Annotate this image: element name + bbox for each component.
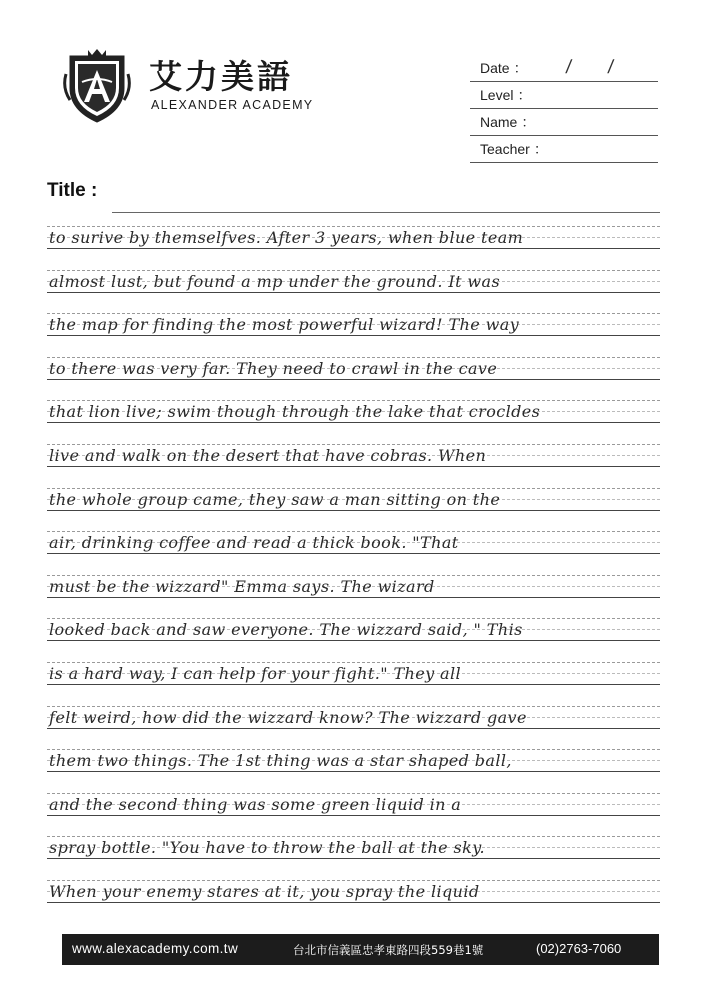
name-label: Name — [480, 114, 518, 130]
ruled-guide-line — [47, 226, 660, 227]
handwriting-line — [47, 400, 660, 429]
ruled-guide-line — [47, 400, 660, 401]
ruled-guide-line — [47, 575, 660, 576]
ruled-guide-line — [47, 335, 660, 336]
handwritten-text: the map for finding the most powerful wizard! The way — [49, 315, 520, 335]
brand-name-chinese: 艾力美語 — [149, 57, 293, 96]
footer-phone: (02)2763-7060 — [536, 941, 622, 956]
ruled-guide-line — [47, 858, 660, 859]
handwriting-line — [47, 357, 660, 386]
footer-website[interactable]: www.alexacademy.com.tw — [72, 941, 239, 956]
ruled-guide-line — [47, 444, 660, 445]
handwriting-line — [47, 662, 660, 691]
ruled-guide-line — [47, 313, 660, 314]
ruled-guide-line — [47, 793, 660, 794]
teacher-field[interactable]: Teacher ： — [470, 136, 658, 163]
ruled-guide-line — [47, 662, 660, 663]
handwriting-line — [47, 226, 660, 255]
ruled-guide-line — [47, 815, 660, 816]
handwriting-line — [47, 313, 660, 342]
ruled-guide-line — [47, 597, 660, 598]
handwriting-line — [47, 749, 660, 778]
ruled-guide-line — [47, 248, 660, 249]
ruled-guide-line — [47, 379, 660, 380]
handwritten-text: looked back and saw everyone. The wizzard said, " This — [49, 620, 523, 640]
date-field[interactable]: Date ： / / — [470, 55, 658, 82]
ruled-guide-line — [47, 684, 660, 685]
title-input-line[interactable] — [112, 212, 660, 213]
handwritten-text: must be the wizzard" Emma says. The wizard — [49, 576, 435, 596]
handwritten-text: live and walk on the desert that have cobras. When — [49, 446, 487, 465]
ruled-guide-line — [47, 270, 660, 271]
ruled-guide-line — [47, 836, 660, 837]
ruled-guide-line — [47, 488, 660, 489]
ruled-guide-line — [47, 531, 660, 532]
ruled-guide-line — [47, 292, 660, 293]
handwritten-text: almost lust, but found a mp under the ground. It was — [49, 271, 501, 291]
handwriting-line — [47, 444, 660, 473]
page-footer — [62, 934, 659, 965]
handwriting-line — [47, 706, 660, 735]
level-field[interactable]: Level ： — [470, 82, 658, 109]
handwriting-line — [47, 880, 660, 909]
brand-name-english: ALEXANDER ACADEMY — [151, 98, 314, 112]
handwritten-text: When your enemy stares at it, you spray the liquid — [49, 882, 480, 901]
academy-crest-logo — [62, 48, 132, 124]
handwritten-text: air, drinking coffee and read a thick book. "That — [49, 533, 459, 553]
handwritten-text: the whole group came, they saw a man sitting on the — [49, 489, 501, 509]
ruled-guide-line — [47, 706, 660, 707]
ruled-guide-line — [47, 553, 660, 554]
handwriting-line — [47, 270, 660, 299]
date-separator-2: / — [606, 57, 615, 78]
ruled-guide-line — [47, 357, 660, 358]
ruled-guide-line — [47, 510, 660, 511]
ruled-guide-line — [47, 728, 660, 729]
date-label: Date — [480, 60, 510, 76]
handwriting-line — [47, 618, 660, 647]
ruled-guide-line — [47, 422, 660, 423]
footer-address: 台北市信義區忠孝東路四段559巷1號 — [293, 943, 484, 957]
ruled-guide-line — [47, 618, 660, 619]
handwriting-line — [47, 836, 660, 865]
teacher-label: Teacher — [480, 141, 530, 157]
ruled-guide-line — [47, 640, 660, 641]
student-info-fields — [470, 55, 658, 163]
name-field[interactable]: Name ： — [470, 109, 658, 136]
handwritten-text: that lion live; swim though through the lake that crocldes — [49, 402, 541, 422]
handwritten-text: and the second thing was some green liquid in a — [49, 794, 462, 814]
handwriting-line — [47, 531, 660, 560]
handwritten-text: is a hard way, I can help for your fight." They all — [49, 664, 461, 683]
date-separator-1: / — [564, 57, 573, 78]
title-label: Title : — [47, 180, 98, 201]
ruled-guide-line — [47, 466, 660, 467]
ruled-guide-line — [47, 771, 660, 772]
ruled-guide-line — [47, 880, 660, 881]
handwriting-line — [47, 575, 660, 604]
handwriting-area — [47, 226, 660, 926]
level-label: Level — [480, 87, 514, 103]
handwritten-text: spray bottle. "You have to throw the ball at the sky. — [49, 838, 486, 858]
page-header — [0, 0, 707, 175]
handwritten-text: felt weird, how did the wizzard know? The wizzard gave — [49, 707, 527, 727]
handwritten-text: them two things. The 1st thing was a star shaped ball, — [49, 751, 512, 771]
handwritten-text: to there was very far. They need to crawl in the cave — [49, 358, 498, 378]
ruled-guide-line — [47, 749, 660, 750]
ruled-guide-line — [47, 902, 660, 903]
handwritten-text: to surive by themselfves. After 3 years, when blue team — [49, 228, 524, 247]
handwriting-line — [47, 793, 660, 822]
handwriting-line — [47, 488, 660, 517]
